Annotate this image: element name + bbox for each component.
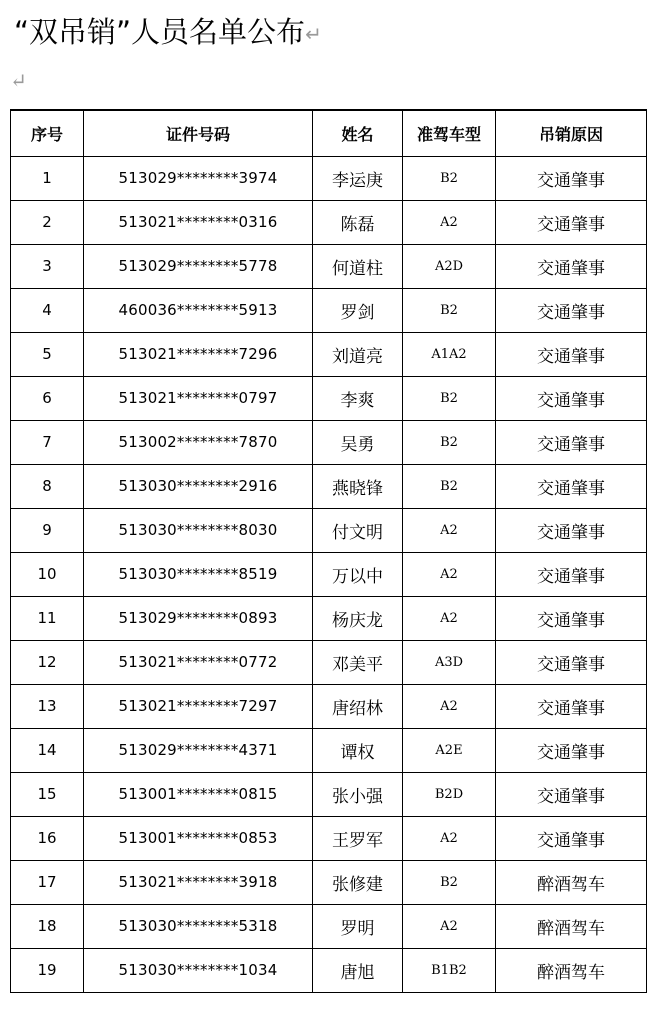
cell-reason: 交通肇事	[496, 640, 647, 684]
cell-id-number: 513029********4371	[84, 728, 313, 772]
cell-id-number: 513029********3974	[84, 156, 313, 200]
header-id-number: 证件号码	[84, 110, 313, 156]
cell-id-number: 513021********0772	[84, 640, 313, 684]
table-row	[11, 684, 647, 728]
cell-name: 万以中	[313, 552, 403, 596]
table-row	[11, 596, 647, 640]
table-row	[11, 640, 647, 684]
cell-serial: 2	[11, 200, 84, 244]
table-row	[11, 860, 647, 904]
cell-name: 何道柱	[313, 244, 403, 288]
cell-name: 李爽	[313, 376, 403, 420]
table-row	[11, 376, 647, 420]
header-name: 姓名	[313, 110, 403, 156]
cell-id-number: 513001********0815	[84, 772, 313, 816]
table-row	[11, 464, 647, 508]
cell-id-number: 513021********7297	[84, 684, 313, 728]
cell-license-class: A2	[403, 684, 496, 728]
cell-license-class: A2	[403, 552, 496, 596]
cell-name: 张小强	[313, 772, 403, 816]
cell-reason: 交通肇事	[496, 684, 647, 728]
cell-serial: 12	[11, 640, 84, 684]
cell-license-class: B2	[403, 420, 496, 464]
cell-license-class: A2	[403, 508, 496, 552]
header-reason: 吊销原因	[496, 110, 647, 156]
cell-name: 吴勇	[313, 420, 403, 464]
empty-paragraph	[10, 68, 27, 93]
cell-license-class: A2E	[403, 728, 496, 772]
cell-name: 唐旭	[313, 948, 403, 992]
table-row	[11, 200, 647, 244]
cell-serial: 9	[11, 508, 84, 552]
table-body	[11, 156, 647, 992]
table-row	[11, 948, 647, 992]
cell-serial: 14	[11, 728, 84, 772]
cell-license-class: A2	[403, 904, 496, 948]
cell-id-number: 460036********5913	[84, 288, 313, 332]
table-row	[11, 420, 647, 464]
cell-reason: 交通肇事	[496, 420, 647, 464]
cell-name: 李运庚	[313, 156, 403, 200]
cell-license-class: B2D	[403, 772, 496, 816]
cell-name: 燕晓锋	[313, 464, 403, 508]
cell-id-number: 513029********5778	[84, 244, 313, 288]
cell-id-number: 513030********8519	[84, 552, 313, 596]
cell-reason: 交通肇事	[496, 376, 647, 420]
cell-id-number: 513021********0797	[84, 376, 313, 420]
table-header-row	[11, 110, 647, 156]
table-row	[11, 552, 647, 596]
cell-id-number: 513021********0316	[84, 200, 313, 244]
cell-reason: 交通肇事	[496, 244, 647, 288]
cell-license-class: A2	[403, 200, 496, 244]
cell-name: 罗剑	[313, 288, 403, 332]
cell-reason: 交通肇事	[496, 464, 647, 508]
cell-serial: 8	[11, 464, 84, 508]
cell-license-class: A2D	[403, 244, 496, 288]
cell-license-class: B2	[403, 860, 496, 904]
cell-id-number: 513021********7296	[84, 332, 313, 376]
cell-serial: 3	[11, 244, 84, 288]
cell-id-number: 513021********3918	[84, 860, 313, 904]
cell-name: 王罗军	[313, 816, 403, 860]
cell-name: 刘道亮	[313, 332, 403, 376]
cell-reason: 交通肇事	[496, 816, 647, 860]
cell-name: 罗明	[313, 904, 403, 948]
cell-reason: 交通肇事	[496, 596, 647, 640]
paragraph-mark-icon: ↵	[10, 68, 27, 93]
cell-license-class: A2	[403, 816, 496, 860]
cell-id-number: 513030********8030	[84, 508, 313, 552]
table-row	[11, 728, 647, 772]
cell-id-number: 513001********0853	[84, 816, 313, 860]
cell-license-class: B2	[403, 288, 496, 332]
cell-serial: 6	[11, 376, 84, 420]
table-row	[11, 244, 647, 288]
cell-id-number: 513002********7870	[84, 420, 313, 464]
header-license-class: 准驾车型	[403, 110, 496, 156]
cell-serial: 19	[11, 948, 84, 992]
cell-serial: 7	[11, 420, 84, 464]
cell-reason: 交通肇事	[496, 728, 647, 772]
cell-name: 付文明	[313, 508, 403, 552]
cell-license-class: B2	[403, 376, 496, 420]
cell-license-class: B2	[403, 156, 496, 200]
cell-serial: 1	[11, 156, 84, 200]
cell-serial: 5	[11, 332, 84, 376]
revocation-table	[10, 109, 647, 993]
paragraph-mark-icon: ↵	[305, 22, 322, 46]
cell-serial: 13	[11, 684, 84, 728]
cell-reason: 醉酒驾车	[496, 904, 647, 948]
table-row	[11, 332, 647, 376]
cell-license-class: A2	[403, 596, 496, 640]
table-row	[11, 508, 647, 552]
cell-reason: 交通肇事	[496, 508, 647, 552]
cell-serial: 11	[11, 596, 84, 640]
cell-serial: 18	[11, 904, 84, 948]
cell-serial: 15	[11, 772, 84, 816]
cell-id-number: 513030********1034	[84, 948, 313, 992]
document-title	[14, 12, 322, 54]
cell-serial: 17	[11, 860, 84, 904]
cell-reason: 交通肇事	[496, 200, 647, 244]
header-serial: 序号	[11, 110, 84, 156]
table-row	[11, 904, 647, 948]
cell-reason: 交通肇事	[496, 552, 647, 596]
cell-reason: 醉酒驾车	[496, 948, 647, 992]
table-row	[11, 156, 647, 200]
cell-license-class: B2	[403, 464, 496, 508]
cell-id-number: 513030********2916	[84, 464, 313, 508]
cell-name: 邓美平	[313, 640, 403, 684]
cell-license-class: A3D	[403, 640, 496, 684]
cell-license-class: B1B2	[403, 948, 496, 992]
cell-reason: 交通肇事	[496, 288, 647, 332]
cell-name: 张修建	[313, 860, 403, 904]
cell-serial: 16	[11, 816, 84, 860]
cell-id-number: 513029********0893	[84, 596, 313, 640]
cell-reason: 交通肇事	[496, 772, 647, 816]
table-row	[11, 288, 647, 332]
cell-reason: 交通肇事	[496, 156, 647, 200]
cell-reason: 交通肇事	[496, 332, 647, 376]
table-row	[11, 816, 647, 860]
cell-name: 谭权	[313, 728, 403, 772]
title-text: “双吊销”人员名单公布	[14, 15, 306, 49]
cell-reason: 醉酒驾车	[496, 860, 647, 904]
cell-id-number: 513030********5318	[84, 904, 313, 948]
cell-serial: 10	[11, 552, 84, 596]
cell-name: 杨庆龙	[313, 596, 403, 640]
cell-name: 陈磊	[313, 200, 403, 244]
table-row	[11, 772, 647, 816]
cell-name: 唐绍林	[313, 684, 403, 728]
cell-serial: 4	[11, 288, 84, 332]
cell-license-class: A1A2	[403, 332, 496, 376]
